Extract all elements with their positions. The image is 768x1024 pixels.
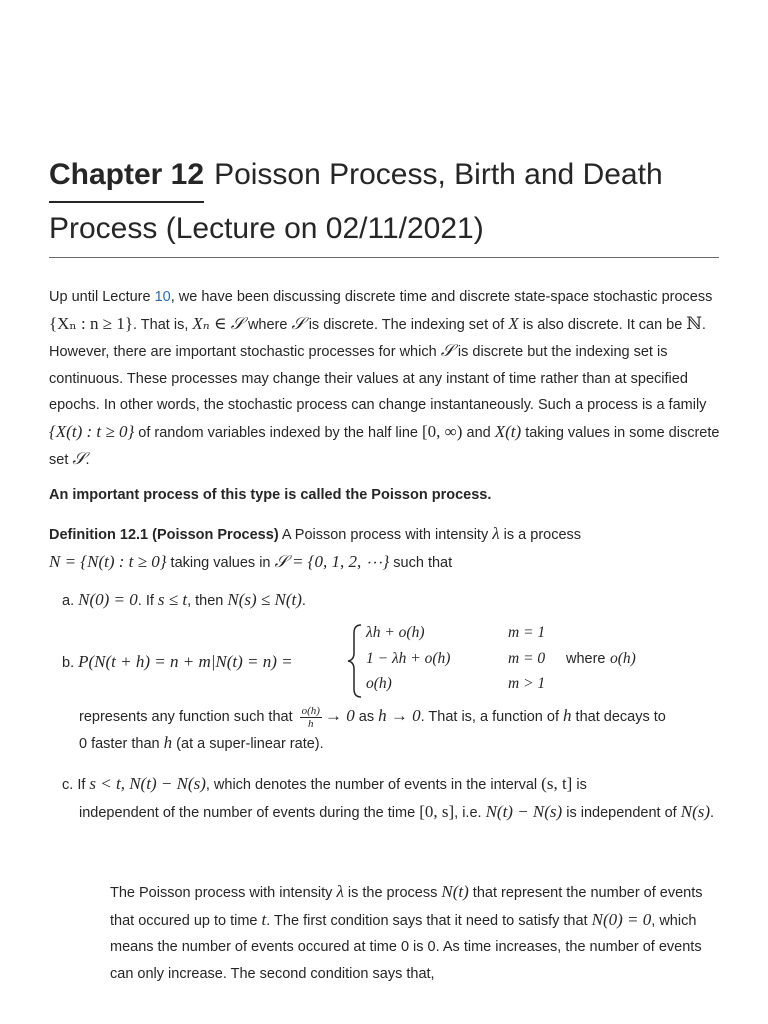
- fraction-denominator: h: [308, 717, 314, 730]
- title-divider: [49, 257, 719, 258]
- item-text: of: [664, 804, 677, 821]
- math-x: X: [508, 313, 519, 333]
- case-3-cond: m > 1: [508, 675, 546, 692]
- math-s: 𝒮: [440, 341, 454, 361]
- definition-text: taking values in: [170, 554, 271, 571]
- case-1-value: λh + o(h): [366, 624, 425, 641]
- math-xn-in-s: Xₙ ∈ 𝒮: [192, 313, 244, 333]
- intro-text: . However, there are important stochastic processes for which: [49, 316, 706, 360]
- fraction-oh-over-h: [300, 705, 322, 730]
- math-cond: s ≤ t: [157, 590, 188, 609]
- math-monotone: N(s) ≤ N(t): [227, 590, 302, 609]
- intro-text: is discrete but the indexing set is continuous. These processes may change their values at any instant of time rather than at specified epochs. In other words, the stochastic process can change instantaneously. Such a process is a family: [49, 344, 707, 413]
- item-text: . That is, a function of: [420, 709, 559, 725]
- math-half-line: [0, ∞): [422, 421, 463, 441]
- list-marker: c.: [62, 777, 74, 793]
- intro-text: Up until Lecture: [49, 289, 155, 305]
- lecture-link[interactable]: 10: [154, 289, 171, 305]
- list-item-a: [62, 587, 722, 614]
- item-text: 0 faster than: [79, 736, 160, 752]
- item-text: , then: [187, 593, 224, 609]
- item-text: .: [301, 593, 306, 609]
- item-text: , i.e.: [454, 804, 482, 821]
- list-item-b-lhs: [62, 649, 293, 676]
- math-h: h: [163, 733, 173, 752]
- math-family-set: {X(t) : t ≥ 0}: [49, 421, 135, 441]
- intro-text: taking values in some discrete set: [49, 424, 720, 468]
- intro-paragraph: [49, 284, 721, 474]
- case-1-cond: m = 1: [508, 624, 546, 641]
- math-s: 𝒮: [72, 449, 86, 469]
- intro-text: , we have been discussing discrete time and discrete state-space stochastic process: [170, 289, 713, 305]
- list-marker: b.: [62, 655, 75, 671]
- case-2-cond: m = 0: [508, 650, 546, 667]
- item-text: is: [576, 777, 587, 793]
- note-text: , which means the number of events occured at time 0 is 0. As time increases, the number of events can only increase. The second condition says that,: [110, 912, 702, 982]
- math-n0: N(0) = 0: [78, 590, 138, 609]
- item-text: is independent: [566, 804, 661, 821]
- math-oh: o(h): [610, 650, 636, 667]
- math-lambda: λ: [492, 524, 500, 543]
- note-text: is the process: [347, 885, 438, 901]
- explanation-paragraph: [110, 879, 710, 987]
- item-text: , which denotes the number of events in the interval: [205, 777, 538, 793]
- note-text: The Poisson process with intensity: [110, 885, 333, 901]
- case-3-value: o(h): [366, 675, 392, 692]
- intro-text: is discrete. The indexing set of: [308, 316, 505, 333]
- note-text: . The first condition says that it need to satisfy that: [266, 912, 588, 929]
- math-h-to-zero: h → 0: [378, 706, 421, 725]
- intro-text: .: [85, 452, 90, 468]
- title-line-1: [49, 150, 719, 200]
- item-c-continuation: [62, 799, 722, 827]
- intro-text: of random variables indexed by the half line: [138, 424, 418, 441]
- fraction-numerator: o(h): [301, 704, 320, 717]
- math-to-zero: → 0: [324, 706, 355, 725]
- math-n0: N(0) = 0: [591, 909, 652, 929]
- math-t: t: [261, 909, 267, 929]
- math-s: 𝒮: [291, 313, 305, 334]
- important-statement: An important process of this type is called the Poisson process.: [49, 487, 492, 503]
- item-text: as: [358, 709, 375, 725]
- brace-path: [348, 625, 361, 697]
- math-nt: N(t): [441, 882, 469, 901]
- list-marker: a.: [62, 593, 75, 609]
- math-n-set: N = {N(t) : t ≥ 0}: [49, 551, 167, 571]
- chapter-title: [49, 150, 719, 254]
- math-set-x: {Xₙ : n ≥ 1}: [49, 313, 134, 333]
- intro-text: and: [466, 424, 491, 441]
- math-xt: X(t): [494, 421, 522, 441]
- math-h: h: [563, 706, 572, 725]
- list-item-b-text: [79, 703, 739, 757]
- list-item-c: [62, 771, 722, 826]
- definition-text: such that: [393, 554, 453, 571]
- intro-text: where: [247, 316, 288, 333]
- item-text: that decays to: [575, 709, 666, 725]
- item-text: (at a super-linear rate).: [176, 736, 324, 752]
- intro-text: is also discrete. It can be: [522, 316, 683, 333]
- definition-label: Definition 12.1 (Poisson Process): [49, 527, 279, 543]
- definition-text: A Poisson process with intensity: [278, 527, 489, 543]
- math-s-set: 𝒮 = {0, 1, 2, ⋯}: [274, 551, 390, 571]
- math-lambda: λ: [336, 882, 344, 901]
- intro-text: . That is,: [133, 316, 189, 333]
- math-naturals: ℕ: [686, 313, 702, 334]
- title-part-1: Poisson Process, Birth and Death: [214, 158, 663, 191]
- math-ns: N(s): [680, 801, 711, 821]
- math-probability: P(N(t + h) = n + m|N(t) = n) =: [78, 652, 293, 671]
- item-text: .: [710, 804, 715, 821]
- case-2-value: 1 − λh + o(h): [366, 650, 451, 667]
- definition-text: is a process: [503, 527, 582, 543]
- definition-paragraph: [49, 521, 721, 576]
- where-label: where: [566, 651, 606, 667]
- math-increment: s < t, N(t) − N(s): [89, 774, 206, 793]
- item-text: represents any function such that: [79, 709, 293, 725]
- item-text: independent of the number of events during the time: [79, 804, 416, 821]
- chapter-label: Chapter 12: [49, 150, 204, 203]
- math-interval: [0, s]: [419, 801, 455, 821]
- note-text: that represent the number of events that occured up to time: [110, 885, 703, 929]
- item-text: If: [77, 777, 86, 793]
- title-line-2: Process (Lecture on 02/11/2021): [49, 212, 484, 245]
- math-increment: N(t) − N(s): [485, 801, 563, 821]
- item-text: . If: [137, 593, 154, 609]
- math-interval: (s, t]: [541, 774, 573, 793]
